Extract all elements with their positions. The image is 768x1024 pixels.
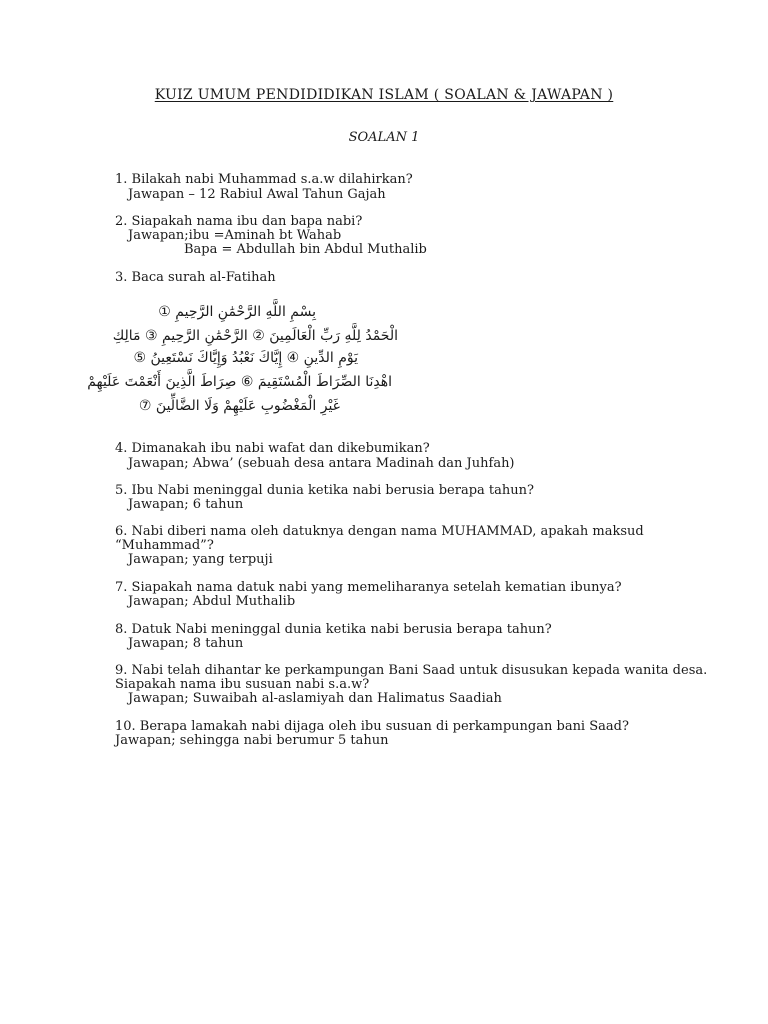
answer-6: Jawapan; yang terpuji xyxy=(128,552,273,567)
answer-2-mother: Jawapan;ibu =Aminah bt Wahab xyxy=(128,228,342,243)
section-heading: SOALAN 1 xyxy=(348,130,420,145)
answer-10: Jawapan; sehingga nabi berumur 5 tahun xyxy=(115,733,389,748)
answer-1: Jawapan – 12 Rabiul Awal Tahun Gajah xyxy=(128,187,386,202)
answer-9: Jawapan; Suwaibah al-aslamiyah dan Halimatus Saadiah xyxy=(128,691,502,706)
question-1: 1. Bilakah nabi Muhammad s.a.w dilahirkan? xyxy=(115,172,413,187)
question-3: 3. Baca surah al-Fatihah xyxy=(115,270,276,285)
answer-8: Jawapan; 8 tahun xyxy=(128,636,244,651)
fatihah-line-3: يَوْمِ الدِّينِ ④ إِيَّاكَ نَعْبُدُ وَإِيَّاكَ نَسْتَعِينُ ⑤ xyxy=(133,350,358,366)
answer-5: Jawapan; 6 tahun xyxy=(128,497,244,512)
fatihah-line-1: بِسْمِ اللَّهِ الرَّحْمَٰنِ الرَّحِيمِ ① xyxy=(158,304,316,320)
fatihah-line-4: اهْدِنَا الصِّرَاطَ الْمُسْتَقِيمَ ⑥ صِرَاطَ الَّذِينَ أَنْعَمْتَ عَلَيْهِمْ xyxy=(87,374,392,390)
question-4: 4. Dimanakah ibu nabi wafat dan dikebumikan? xyxy=(115,441,430,456)
answer-2-father: Bapa = Abdullah bin Abdul Muthalib xyxy=(184,242,427,257)
question-2: 2. Siapakah nama ibu dan bapa nabi? xyxy=(115,214,363,229)
question-9: 9. Nabi telah dihantar ke perkampungan Bani Saad untuk disusukan kepada wanita desa. xyxy=(115,663,708,678)
question-7: 7. Siapakah nama datuk nabi yang memeliharanya setelah kematian ibunya? xyxy=(115,580,622,595)
fatihah-line-2: الْحَمْدُ لِلَّهِ رَبِّ الْعَالَمِينَ ② الرَّحْمَٰنِ الرَّحِيمِ ③ مَالِكِ xyxy=(112,328,398,344)
question-9-cont: Siapakah nama ibu susuan nabi s.a.w? xyxy=(115,677,370,692)
question-6-cont: “Muhammad”? xyxy=(115,538,214,553)
document-title: KUIZ UMUM PENDIDIDIKAN ISLAM ( SOALAN & JAWAPAN ) xyxy=(154,87,614,103)
answer-7: Jawapan; Abdul Muthalib xyxy=(128,594,296,609)
question-10: 10. Berapa lamakah nabi dijaga oleh ibu susuan di perkampungan bani Saad? xyxy=(115,719,629,734)
answer-4: Jawapan; Abwa’ (sebuah desa antara Madinah dan Juhfah) xyxy=(128,456,515,471)
fatihah-line-5: غَيْرِ الْمَغْضُوبِ عَلَيْهِمْ وَلَا الضَّالِّينَ ⑦ xyxy=(138,398,340,414)
question-8: 8. Datuk Nabi meninggal dunia ketika nabi berusia berapa tahun? xyxy=(115,622,552,637)
surah-al-fatihah xyxy=(87,303,398,423)
question-6: 6. Nabi diberi nama oleh datuknya dengan nama MUHAMMAD, apakah maksud xyxy=(115,524,644,539)
question-5: 5. Ibu Nabi meninggal dunia ketika nabi berusia berapa tahun? xyxy=(115,483,534,498)
